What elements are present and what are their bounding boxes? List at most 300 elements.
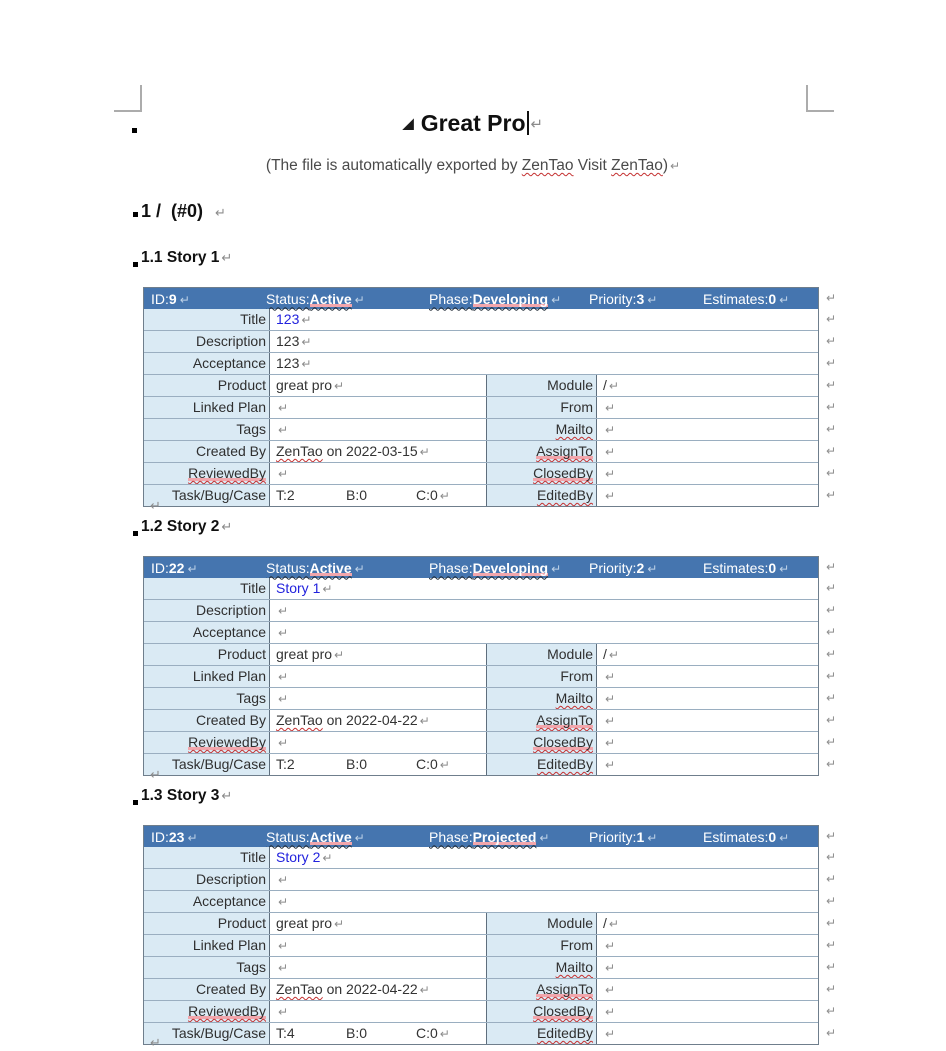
page-title-line: [128, 110, 818, 137]
subtitle: [128, 157, 818, 175]
title-link[interactable]: Story 2: [276, 849, 321, 865]
field-label: [144, 309, 269, 330]
field-label: [486, 732, 596, 753]
field-label-text: Product: [217, 377, 266, 393]
paragraph-mark: ↵: [278, 467, 289, 481]
paragraph-mark: ↵: [150, 499, 161, 514]
end-of-row-mark: ↵: [826, 603, 837, 617]
header-id-value: 22: [168, 559, 185, 576]
field-label: [144, 754, 269, 775]
header-estimates-value: 0: [768, 290, 777, 307]
paragraph-mark: ↵: [301, 335, 312, 349]
paragraph-mark: ↵: [605, 401, 616, 415]
field-label: [486, 666, 596, 687]
field-label-text: From: [560, 668, 593, 684]
field-value: [269, 1001, 486, 1022]
subtitle-zentao-1: ZenTao: [521, 157, 574, 174]
paragraph-mark: ↵: [670, 159, 681, 173]
story-heading-text: 1.3 Story 3: [141, 787, 220, 804]
header-phase-label: Phase:: [429, 290, 473, 307]
field-value-text: on 2022-04-22: [322, 712, 418, 728]
header-status: [266, 291, 429, 307]
header-id-label: ID:: [151, 828, 169, 845]
header-estimates-value: 0: [768, 828, 777, 845]
subtitle-text: (The file is automatically exported by: [265, 157, 522, 174]
field-label-text: Description: [195, 871, 266, 887]
paragraph-mark: ↵: [322, 851, 333, 865]
end-of-row-mark: ↵: [826, 850, 837, 864]
paragraph-mark: ↵: [334, 917, 345, 931]
paragraph-mark: ↵: [608, 379, 619, 393]
section-heading-text: 1 / (#0): [141, 201, 214, 221]
field-label: [144, 847, 269, 868]
field-value: [596, 754, 818, 775]
field-label-text: ReviewedBy: [188, 465, 266, 481]
end-of-row-mark: ↵: [826, 291, 837, 305]
table-row-product-module: [144, 374, 837, 396]
field-label: [486, 710, 596, 731]
field-value-text: great pro: [276, 646, 333, 662]
paragraph-mark: ↵: [278, 895, 289, 909]
field-label: [144, 622, 269, 643]
paragraph-mark: ↵: [278, 604, 289, 618]
field-value-text: great pro: [276, 377, 333, 393]
paragraph-mark: ↵: [605, 983, 616, 997]
text-cursor: [527, 111, 529, 135]
field-value: [269, 847, 818, 868]
paragraph-mark: ↵: [605, 692, 616, 706]
header-phase-value: Developing: [472, 290, 549, 307]
format-square-mark: [133, 262, 138, 267]
field-value: [269, 397, 486, 418]
field-label-text: EditedBy: [536, 1025, 593, 1041]
paragraph-mark: ↵: [605, 1027, 616, 1041]
paragraph-mark: ↵: [551, 292, 562, 307]
task-count: T:4: [276, 1025, 295, 1041]
field-label-text: Task/Bug/Case: [171, 487, 266, 503]
field-value: [269, 441, 486, 462]
field-label: [486, 688, 596, 709]
paragraph-mark: ↵: [605, 489, 616, 503]
field-label-text: Tags: [236, 421, 266, 437]
paragraph-mark: ↵: [647, 561, 658, 576]
field-value-text: ZenTao: [276, 981, 323, 997]
field-label-text: AssignTo: [536, 981, 593, 997]
field-value: [269, 754, 486, 775]
paragraph-mark: ↵: [221, 520, 233, 535]
paragraph-mark: ↵: [439, 489, 450, 503]
paragraph-mark: ↵: [605, 1005, 616, 1019]
field-label: [486, 1001, 596, 1022]
field-value: [596, 710, 818, 731]
field-label: [144, 1023, 269, 1044]
table-header-row: [144, 288, 837, 309]
field-value: [596, 463, 818, 484]
paragraph-mark: ↵: [647, 292, 658, 307]
header-status-label: Status:: [266, 828, 310, 845]
field-label-text: EditedBy: [536, 756, 593, 772]
end-of-row-mark: ↵: [826, 894, 837, 908]
field-value: [269, 485, 486, 506]
header-status-value: Active: [309, 290, 352, 307]
paragraph-mark: ↵: [539, 830, 550, 845]
end-of-row-mark: ↵: [826, 829, 837, 843]
header-phase-value: Developing: [472, 559, 549, 576]
field-value: [269, 600, 818, 621]
field-value: [596, 419, 818, 440]
field-label: [144, 913, 269, 934]
table-row-tags-mailto: [144, 956, 837, 978]
field-value: [269, 979, 486, 1000]
header-estimates-label: Estimates:: [703, 290, 769, 307]
field-label: [144, 979, 269, 1000]
paragraph-mark: ↵: [779, 561, 790, 576]
header-status: [266, 829, 429, 845]
table-row-linkedplan-from: [144, 934, 837, 956]
table-row-reviewedby-closedby: [144, 731, 837, 753]
header-phase: [429, 291, 589, 307]
paragraph-mark: ↵: [215, 206, 226, 221]
paragraph-mark: ↵: [150, 1036, 161, 1051]
end-of-row-mark: ↵: [826, 872, 837, 886]
header-estimates-label: Estimates:: [703, 559, 769, 576]
field-value-text: 123: [276, 355, 300, 371]
table-row-title: [144, 309, 837, 330]
field-value: [269, 309, 818, 330]
header-priority: [589, 560, 703, 576]
field-label-text: Tags: [236, 959, 266, 975]
field-value: [596, 1023, 818, 1044]
end-of-row-mark: ↵: [826, 691, 837, 705]
field-label-text: ReviewedBy: [188, 734, 266, 750]
end-of-row-mark: ↵: [826, 378, 837, 392]
paragraph-mark: ↵: [322, 582, 333, 596]
table-row-linkedplan-from: [144, 396, 837, 418]
field-label: [486, 485, 596, 506]
header-priority-value: 2: [636, 559, 645, 576]
paragraph-mark: ↵: [354, 561, 365, 576]
field-label-text: Mailto: [555, 959, 593, 975]
field-label: [144, 1001, 269, 1022]
field-label-text: Created By: [195, 712, 266, 728]
field-label: [486, 754, 596, 775]
table-header-row: [144, 826, 837, 847]
paragraph-mark: ↵: [334, 379, 345, 393]
header-id-label: ID:: [151, 290, 169, 307]
table-row-reviewedby-closedby: [144, 462, 837, 484]
title-link[interactable]: Story 1: [276, 580, 321, 596]
end-of-row-mark: ↵: [826, 713, 837, 727]
table-row-createdby-assignto: [144, 709, 837, 731]
bug-count: B:0: [346, 756, 368, 772]
field-value: [269, 913, 486, 934]
paragraph-mark: ↵: [221, 251, 233, 266]
field-value: [596, 935, 818, 956]
crop-mark-top-right-icon: [806, 85, 834, 112]
header-status-value: Active: [309, 559, 352, 576]
field-label-text: ClosedBy: [533, 734, 593, 750]
field-value-text: great pro: [276, 915, 333, 931]
table-row-description: [144, 330, 837, 352]
table-row-description: [144, 868, 837, 890]
case-count: C:0: [416, 1025, 438, 1041]
header-id-value: 23: [168, 828, 185, 845]
table-row-linkedplan-from: [144, 665, 837, 687]
field-label-text: Created By: [195, 443, 266, 459]
header-phase: [429, 560, 589, 576]
paragraph-mark: ↵: [278, 961, 289, 975]
field-label-text: Title: [240, 849, 266, 865]
field-value: [596, 375, 818, 396]
story-heading: [141, 249, 232, 267]
end-of-row-mark: ↵: [826, 960, 837, 974]
field-label: [144, 710, 269, 731]
field-label-text: ClosedBy: [533, 1003, 593, 1019]
header-priority-value: 1: [636, 828, 645, 845]
paragraph-mark: ↵: [530, 115, 544, 133]
field-label-text: Title: [240, 580, 266, 596]
field-label-text: Linked Plan: [192, 937, 266, 953]
field-label-text: Mailto: [555, 690, 593, 706]
field-label: [144, 485, 269, 506]
field-label-text: Task/Bug/Case: [171, 756, 266, 772]
field-label: [486, 957, 596, 978]
field-label-text: Description: [195, 333, 266, 349]
paragraph-mark: ↵: [419, 983, 430, 997]
field-value: [596, 397, 818, 418]
field-label-text: Module: [547, 915, 593, 931]
subtitle-text: ): [662, 157, 668, 174]
end-of-row-mark: ↵: [826, 356, 837, 370]
field-value: [269, 891, 818, 912]
story-table: [143, 556, 837, 776]
field-label: [144, 578, 269, 599]
header-priority-label: Priority:: [589, 290, 637, 307]
field-label: [144, 375, 269, 396]
field-label-text: Task/Bug/Case: [171, 1025, 266, 1041]
field-label-text: Tags: [236, 690, 266, 706]
field-value: [596, 485, 818, 506]
field-label: [486, 1023, 596, 1044]
field-label-text: Linked Plan: [192, 668, 266, 684]
field-label-text: AssignTo: [536, 712, 593, 728]
case-count: C:0: [416, 756, 438, 772]
field-label-text: Title: [240, 311, 266, 327]
paragraph-mark: ↵: [278, 873, 289, 887]
end-of-row-mark: ↵: [826, 916, 837, 930]
page-title: Great Pro: [420, 110, 526, 136]
field-label-text: Acceptance: [192, 893, 266, 909]
paragraph-mark: ↵: [301, 357, 312, 371]
field-label: [144, 666, 269, 687]
case-count: C:0: [416, 487, 438, 503]
field-value: [269, 935, 486, 956]
field-value-text: /: [603, 646, 607, 662]
format-square-mark: [133, 531, 138, 536]
field-value-text: ZenTao: [276, 712, 323, 728]
paragraph-mark: ↵: [150, 768, 161, 783]
table-row-title: [144, 847, 837, 868]
end-of-row-mark: ↵: [826, 444, 837, 458]
field-value: [269, 419, 486, 440]
header-estimates-label: Estimates:: [703, 828, 769, 845]
field-label-text: Created By: [195, 981, 266, 997]
field-value: [596, 913, 818, 934]
end-of-row-mark: ↵: [826, 581, 837, 595]
paragraph-mark: ↵: [779, 292, 790, 307]
table-row-description: [144, 599, 837, 621]
header-status: [266, 560, 429, 576]
paragraph-mark: ↵: [605, 670, 616, 684]
header-id: [144, 291, 266, 307]
field-label: [144, 957, 269, 978]
paragraph-mark: ↵: [605, 423, 616, 437]
task-count: T:2: [276, 756, 295, 772]
field-value: [269, 1023, 486, 1044]
field-label-text: AssignTo: [536, 443, 593, 459]
field-label: [144, 869, 269, 890]
field-label-text: ClosedBy: [533, 465, 593, 481]
header-priority-label: Priority:: [589, 559, 637, 576]
end-of-row-mark: ↵: [826, 757, 837, 771]
field-value: [269, 957, 486, 978]
field-value: [596, 441, 818, 462]
paragraph-mark: ↵: [179, 292, 190, 307]
end-of-row-mark: ↵: [826, 422, 837, 436]
field-label: [486, 913, 596, 934]
paragraph-mark: ↵: [278, 736, 289, 750]
field-label: [144, 732, 269, 753]
field-label: [144, 353, 269, 374]
field-value: [596, 644, 818, 665]
field-value: [269, 353, 818, 374]
field-value: [269, 463, 486, 484]
table-row-title: [144, 578, 837, 599]
field-label: [144, 891, 269, 912]
bug-count: B:0: [346, 487, 368, 503]
paragraph-mark: ↵: [354, 292, 365, 307]
paragraph-mark: ↵: [605, 467, 616, 481]
field-value: [596, 688, 818, 709]
end-of-row-mark: ↵: [826, 466, 837, 480]
paragraph-mark: ↵: [439, 1027, 450, 1041]
field-label-text: From: [560, 937, 593, 953]
paragraph-mark: ↵: [187, 830, 198, 845]
header-phase: [429, 829, 589, 845]
header-estimates: [703, 560, 818, 576]
end-of-row-mark: ↵: [826, 560, 837, 574]
paragraph-mark: ↵: [278, 939, 289, 953]
field-value: [269, 331, 818, 352]
field-value: [269, 644, 486, 665]
end-of-row-mark: ↵: [826, 400, 837, 414]
header-phase-label: Phase:: [429, 828, 473, 845]
paragraph-mark: ↵: [334, 648, 345, 662]
header-id-label: ID:: [151, 559, 169, 576]
table-row-tags-mailto: [144, 418, 837, 440]
paragraph-mark: ↵: [605, 714, 616, 728]
table-row-reviewedby-closedby: [144, 1000, 837, 1022]
field-label-text: Acceptance: [192, 624, 266, 640]
header-priority-label: Priority:: [589, 828, 637, 845]
field-value-text: /: [603, 915, 607, 931]
end-of-row-mark: ↵: [826, 647, 837, 661]
format-square-mark: [133, 212, 138, 217]
field-value-text: on 2022-04-22: [322, 981, 418, 997]
header-status-label: Status:: [266, 290, 310, 307]
table-row-acceptance: [144, 621, 837, 643]
field-label: [486, 979, 596, 1000]
header-status-value: Active: [309, 828, 352, 845]
field-value: [269, 869, 818, 890]
paragraph-mark: ↵: [608, 648, 619, 662]
table-row-acceptance: [144, 352, 837, 374]
field-label: [486, 441, 596, 462]
table-row-tags-mailto: [144, 687, 837, 709]
field-value: [596, 732, 818, 753]
field-value: [269, 375, 486, 396]
collapse-triangle-icon[interactable]: ◢: [402, 115, 414, 131]
end-of-row-mark: ↵: [826, 938, 837, 952]
end-of-row-mark: ↵: [826, 982, 837, 996]
field-label: [144, 644, 269, 665]
field-label-text: ReviewedBy: [188, 1003, 266, 1019]
field-value: [269, 666, 486, 687]
field-value: [269, 688, 486, 709]
title-link[interactable]: 123: [276, 311, 300, 327]
table-row-taskbugcase-editedby: [144, 753, 837, 775]
crop-mark-top-left-icon: [114, 85, 142, 112]
paragraph-mark: ↵: [439, 758, 450, 772]
field-value: [269, 710, 486, 731]
paragraph-mark: ↵: [605, 758, 616, 772]
end-of-row-mark: ↵: [826, 1026, 837, 1040]
story-heading: [141, 518, 232, 536]
table-row-product-module: [144, 912, 837, 934]
paragraph-mark: ↵: [647, 830, 658, 845]
paragraph-mark: ↵: [278, 1005, 289, 1019]
subtitle-zentao-2: ZenTao: [611, 157, 663, 174]
field-label: [144, 419, 269, 440]
header-priority-value: 3: [636, 290, 645, 307]
paragraph-mark: ↵: [419, 714, 430, 728]
field-value-text: on 2022-03-15: [322, 443, 418, 459]
subtitle-text: Visit: [573, 157, 612, 174]
paragraph-mark: ↵: [779, 830, 790, 845]
header-estimates-value: 0: [768, 559, 777, 576]
field-label: [486, 419, 596, 440]
end-of-row-mark: ↵: [826, 625, 837, 639]
field-value: [596, 1001, 818, 1022]
paragraph-mark: ↵: [301, 313, 312, 327]
section-heading: [141, 201, 226, 222]
header-estimates: [703, 829, 818, 845]
story-heading-text: 1.1 Story 1: [141, 249, 220, 266]
header-phase-value: Projected: [472, 828, 537, 845]
header-phase-label: Phase:: [429, 559, 473, 576]
story-table: [143, 825, 837, 1045]
table-row-createdby-assignto: [144, 440, 837, 462]
paragraph-mark: ↵: [187, 561, 198, 576]
field-value: [596, 666, 818, 687]
paragraph-mark: ↵: [419, 445, 430, 459]
paragraph-mark: ↵: [278, 692, 289, 706]
format-square-mark: [133, 800, 138, 805]
field-label-text: EditedBy: [536, 487, 593, 503]
story-heading: [141, 787, 232, 805]
field-value: [596, 979, 818, 1000]
end-of-row-mark: ↵: [826, 735, 837, 749]
